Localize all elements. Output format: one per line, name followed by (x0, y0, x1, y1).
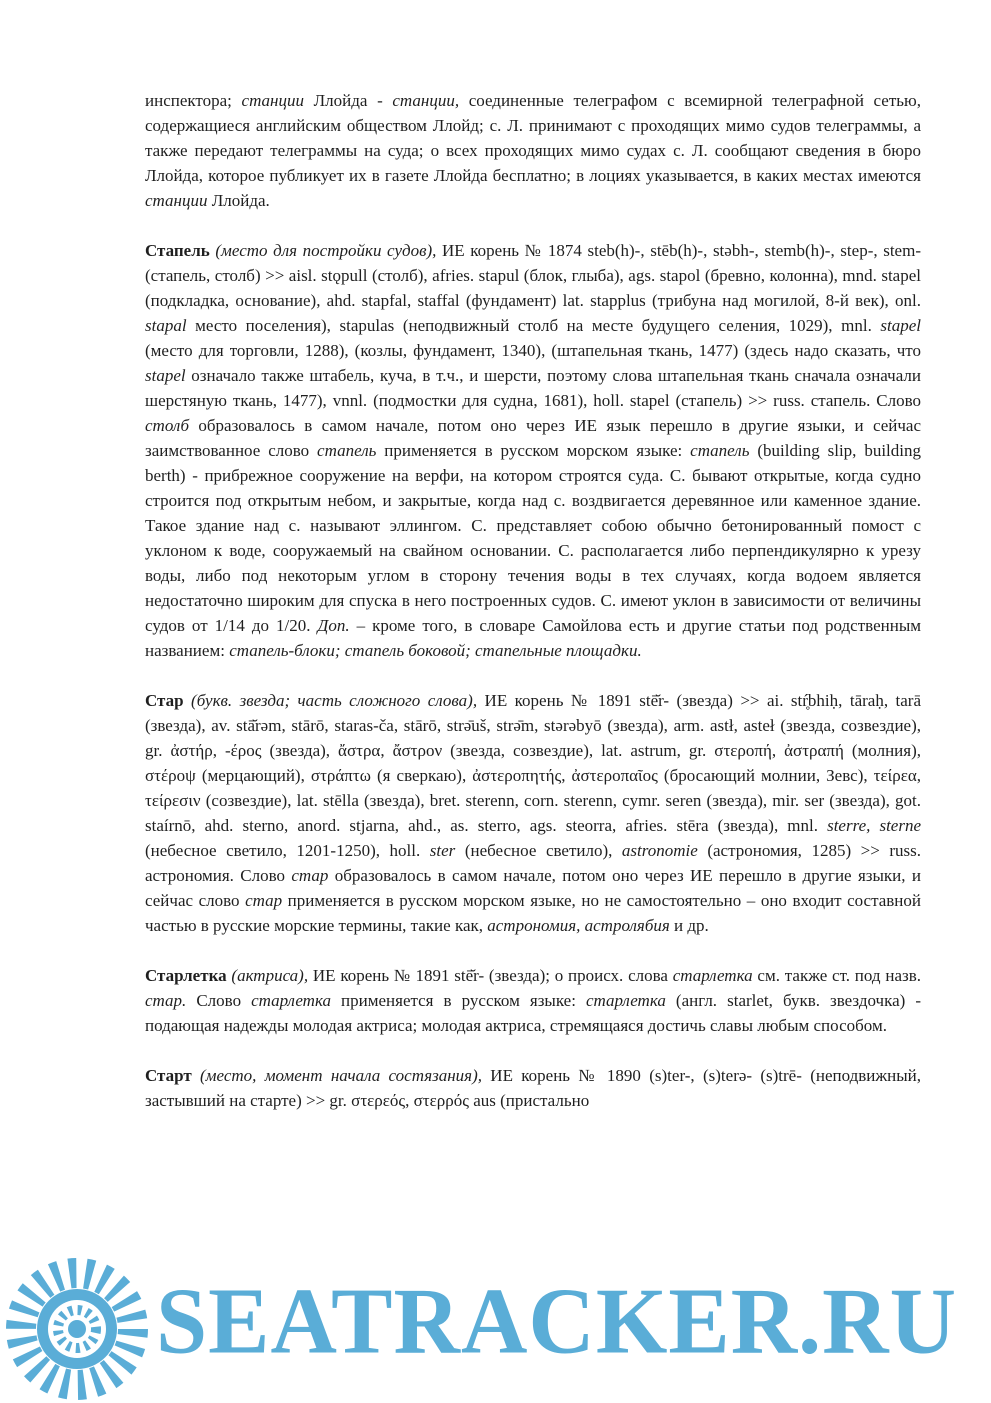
text-run: ИЕ корень № 1890 (s)ter-, (s)terə- (s)trē- (неподвижный, застывший на старте) >> gr. στερεός, στερρός aus (пристально (145, 1066, 921, 1110)
text-run: стапель (317, 441, 377, 460)
text-run: – кроме того, в словаре Самойлова есть и другие статьи под родственным названием: (145, 616, 922, 660)
text-run: образовалось в самом начале, потом оно через ИЕ перешло в другие языки, и сейчас слово (145, 866, 921, 910)
text-run: ИЕ корень № 1874 steb(h)-, stēb(h)-, stəbh-, stemb(h)-, step-, stem- (стапель, столб) >> aisl. stǫpull (столб), afries. stapul (блок, глыба), ags. stapol (бревно, колонна), mnd. stapel (подкладка, основание), ahd. stapfal, staffal (фундамент) lat. stapplus (трибуна над могилой, 8-й век), onl. (145, 241, 921, 310)
text-run: стапель (690, 441, 750, 460)
text-run: (букв. звезда; часть сложного слова), (191, 691, 478, 710)
text-run: sterre, sterne (827, 816, 921, 835)
text-run: старлетка (672, 966, 753, 985)
text-run: применяется в русском морском языке: (376, 441, 691, 460)
watermark (0, 1252, 991, 1403)
paragraph-start-entry (145, 1063, 921, 1113)
text-run: Старлетка (145, 966, 232, 985)
document-body (145, 88, 921, 1138)
text-run: stapal (145, 316, 187, 335)
text-run: stapel (880, 316, 921, 335)
text-run: столб (145, 416, 190, 435)
paragraph-lloyd-stations-continuation (145, 88, 921, 213)
text-run: Слово (186, 991, 252, 1010)
text-run: стапель-блоки; стапель боковой; стапельные площадки. (229, 641, 642, 660)
text-run: см. также ст. под назв. (752, 966, 921, 985)
text-run: инспектора; (145, 91, 242, 110)
text-run: станции (241, 91, 304, 110)
text-run: применяется в русском морском языке, но не самостоятельно – оно входит составной частью в русские морские термины, такие как, (145, 891, 922, 935)
sun-logo-icon (2, 1254, 152, 1403)
text-run: Доп. (317, 616, 350, 635)
paragraph-star-entry (145, 688, 921, 938)
text-run: (небесное светило, 1201-1250), holl. (145, 841, 430, 860)
text-run: Стапель (145, 241, 216, 260)
text-run: станции, (392, 91, 460, 110)
text-run: (место для постройки судов), (215, 241, 437, 260)
text-run: старлетка (251, 991, 331, 1010)
text-run: (астрономия, 1285) >> russ. астрономия. Слово (145, 841, 921, 885)
text-run: (место, момент начала состязания), (200, 1066, 482, 1085)
text-run: (небесное светило), (455, 841, 622, 860)
text-run: применяется в русском языке: (330, 991, 586, 1010)
text-run: стар (245, 891, 283, 910)
text-run: образовалось в самом начале, потом оно через ИЕ язык перешло в другие языки, и сейчас заимствованное слово (145, 416, 921, 460)
text-run: astronomie (621, 841, 698, 860)
text-run: ИЕ корень № 1891 stē̆r- (звезда); о происх. слова (308, 966, 673, 985)
text-run: Ллойда. (207, 191, 270, 210)
text-run: стар. (145, 991, 187, 1010)
text-run: Старт (145, 1066, 200, 1085)
text-run: (место для торговли, 1288), (козлы, фундамент, 1340), (штапельная ткань, 1477) (здесь надо сказать, что (145, 341, 921, 360)
text-run: астрономия, астролябия (487, 916, 670, 935)
paragraph-stapel-entry (145, 238, 921, 663)
text-run: (англ. starlet, букв. звездочка) - подающая надежды молодая актриса; молодая актриса, стремящаяся достичь славы любым способом. (145, 991, 922, 1035)
text-run: Ллойда - (304, 91, 393, 110)
text-run: место поселения), stapulas (неподвижный столб на месте будущего селения, 1029), mnl. (186, 316, 881, 335)
text-run: станции (145, 191, 208, 210)
text-run: (актриса), (231, 966, 309, 985)
text-run: стар (291, 866, 329, 885)
text-run: означало также штабель, куча, в т.ч., и шерсти, поэтому слова штапельная ткань сначала означали шерстяную ткань, 1477), vnnl. (подмостки для судна, 1681), holl. stapel (стапель) >> russ. стапель. Слово (145, 366, 921, 410)
text-run: старлетка (586, 991, 666, 1010)
text-run: и др. (669, 916, 709, 935)
text-run: stapel (145, 366, 186, 385)
text-run: ster (429, 841, 456, 860)
text-run: соединенные телеграфом с всемирной телеграфной сетью, содержащиеся английским обществом Ллойд; с. Л. принимают с проходящих мимо судов телеграммы, а также передают телеграммы на суда; о всех проходящих мимо судах с. Л. сообщают сведения в бюро Ллойда, которое публикует их в газете Ллойда бесплатно; в лоциях указывается, в каких местах имеются (145, 91, 921, 185)
paragraph-starletka-entry (145, 963, 921, 1038)
text-run: ИЕ корень № 1891 stē̆r- (звезда) >> ai. stŕ̥bhiḥ, tāraḥ, tarā (звезда), av. stā̆rəm, stārō, staras-ča, stārō, strə̄uš, strə̄m, stərəbyō (звезда), arm. astł, asteł (звезда, созвездие), gr. ἀστήρ, -έρος (звезда), ἄστρα, ἄστρον (звезда, созвездие), lat. astrum, gr. στεροπή, ἀστραπή (молния), στέροψ (мерцающий), στράπτω (я сверкаю), ἀστεροπητής, ἀστεροπαῖος (бросающий молнии, Зевс), τείρεα, τείρεσιν (созвездие), lat. stēlla (звезда), bret. sterenn, corn. sterenn, cymr. seren (звезда), mir. ser (звезда), got. staírnō, ahd. sterno, anord. stjarna, ahd., as. sterro, ags. steorra, afries. stēra (звезда), mnl. (145, 691, 921, 835)
text-run: (building slip, building berth) - прибрежное сооружение на верфи, на котором строятся суда. С. бывают открытые, когда судно строится под открытым небом, и закрытые, когда над с. воздвигается деревянное или каменное здание. Такое здание над с. называют эллингом. С. представляет собою обычно бетонированный помост с уклоном к воде, сооружаемый на свайном основании. С. располагается либо перпендикулярно к урезу воды, либо под некоторым углом в сторону течения воды в тех случаях, когда водоем является недостаточно широким для спуска в него построенных судов. С. имеют уклон в зависимости от величины судов от 1/14 до 1/20. (145, 441, 921, 635)
watermark-text: SEATRACKER.RU (156, 1268, 958, 1373)
text-run: Стар (145, 691, 192, 710)
